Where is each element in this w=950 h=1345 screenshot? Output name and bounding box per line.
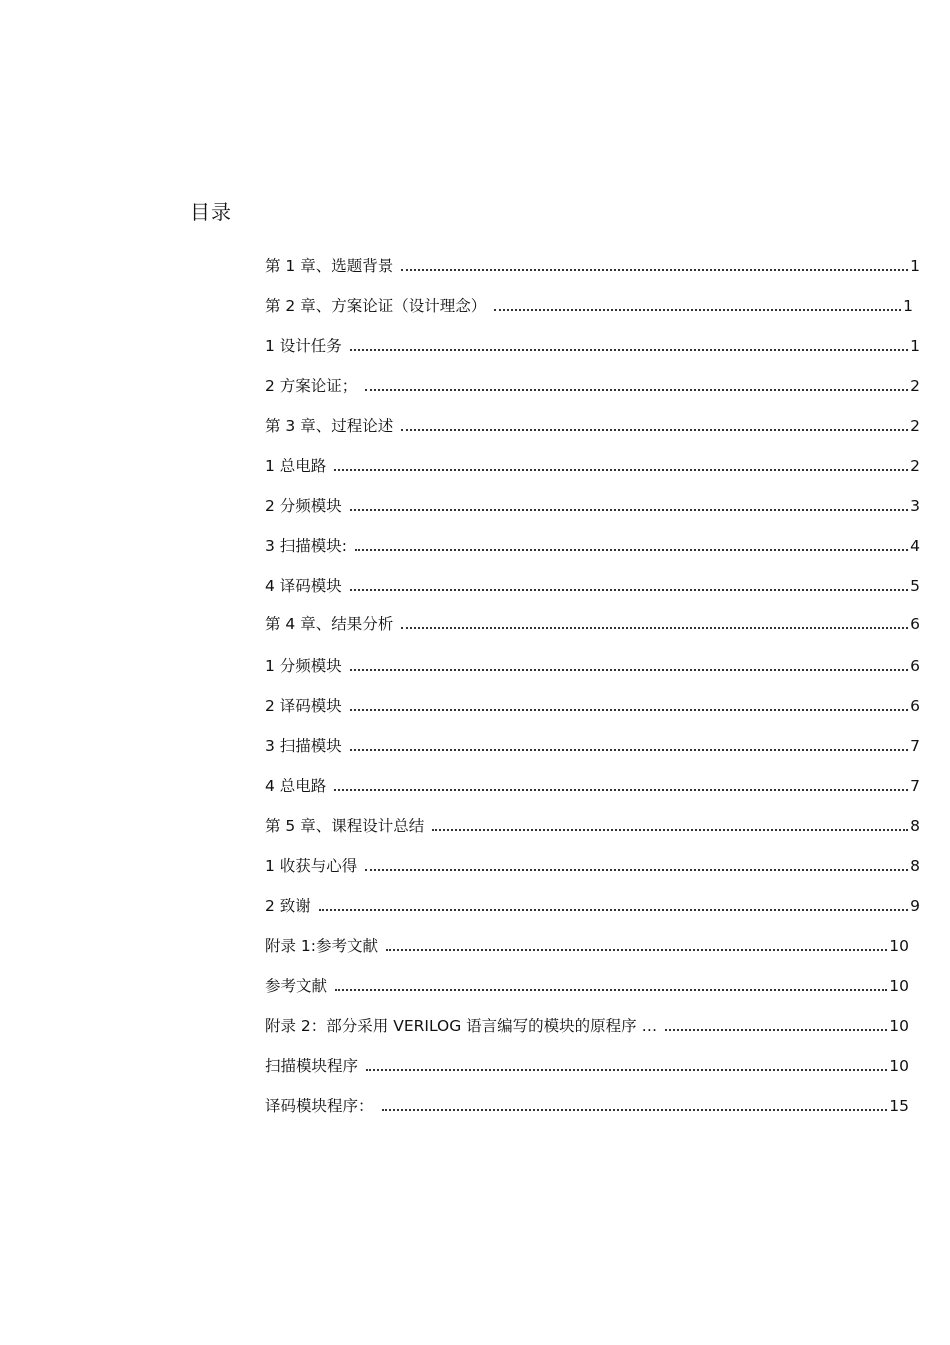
toc-entry-page: 5 xyxy=(910,577,920,595)
toc-entry-scan-program[interactable] xyxy=(265,1050,909,1076)
toc-entry-label: 4 总电路 xyxy=(265,777,327,795)
toc-dot-leader xyxy=(350,709,908,711)
toc-entry-page: 7 xyxy=(910,737,920,755)
toc-dot-leader xyxy=(401,429,908,431)
toc-dot-leader xyxy=(401,627,908,629)
toc-entry-page: 10 xyxy=(889,937,909,955)
toc-dot-leader xyxy=(334,789,908,791)
toc-entry-label: 1 分频模块 xyxy=(265,657,342,675)
toc-entry-label: 2 致谢 xyxy=(265,897,311,915)
toc-entry-decode-module[interactable] xyxy=(265,570,920,596)
toc-entry-label: 3 扫描模块 xyxy=(265,737,342,755)
toc-entry-appendix-2[interactable] xyxy=(265,1010,909,1036)
toc-dot-leader xyxy=(334,469,908,471)
toc-dot-leader xyxy=(319,909,908,911)
toc-dot-leader xyxy=(665,1029,887,1031)
toc-entry-divider-result[interactable] xyxy=(265,650,920,676)
toc-entry-page: 1 xyxy=(910,337,920,355)
toc-entry-page: 3 xyxy=(910,497,920,515)
toc-entry-page: 1 xyxy=(910,257,920,275)
toc-entry-label: 扫描模块程序 xyxy=(265,1057,359,1075)
toc-entry-design-task[interactable] xyxy=(265,330,920,356)
toc-entry-label: 第 2 章、方案论证（设计理念） xyxy=(265,297,487,315)
toc-entry-page: 6 xyxy=(910,697,920,715)
toc-entry-label: 1 总电路 xyxy=(265,457,327,475)
toc-entry-label: 2 译码模块 xyxy=(265,697,342,715)
toc-entry-page: 9 xyxy=(910,897,920,915)
toc-dot-leader xyxy=(350,589,908,591)
toc-entry-page: 4 xyxy=(910,537,920,555)
toc-entry-references[interactable] xyxy=(265,970,909,996)
toc-dot-leader xyxy=(366,1069,887,1071)
toc-entry-label: 第 1 章、选题背景 xyxy=(265,257,394,275)
toc-entry-label: 附录 2：部分采用 VERILOG 语言编写的模块的原程序 … xyxy=(265,1017,658,1035)
toc-dot-leader xyxy=(386,949,887,951)
toc-dot-leader xyxy=(350,669,908,671)
toc-entry-label: 2 方案论证； xyxy=(265,377,358,395)
toc-entry-page: 2 xyxy=(910,457,920,475)
toc-entry-page: 2 xyxy=(910,417,920,435)
toc-entry-experience[interactable] xyxy=(265,850,920,876)
toc-dot-leader xyxy=(382,1109,888,1111)
toc-entry-chapter-1[interactable] xyxy=(265,250,920,276)
toc-entry-chapter-3[interactable] xyxy=(265,410,920,436)
toc-entry-label: 1 收获与心得 xyxy=(265,857,358,875)
toc-entry-label: 第 3 章、过程论述 xyxy=(265,417,394,435)
toc-entry-label: 2 分频模块 xyxy=(265,497,342,515)
toc-entry-label: 3 扫描模块: xyxy=(265,537,348,555)
toc-entry-appendix-1[interactable] xyxy=(265,930,909,956)
page-title: 目录 xyxy=(190,200,232,224)
toc-entry-page: 10 xyxy=(889,1017,909,1035)
toc-dot-leader xyxy=(365,389,908,391)
toc-entry-label: 附录 1:参考文献 xyxy=(265,937,379,955)
toc-entry-total-circuit[interactable] xyxy=(265,450,920,476)
toc-entry-total-circuit-result[interactable] xyxy=(265,770,920,796)
toc-entry-page: 8 xyxy=(910,817,920,835)
toc-entry-label: 1 设计任务 xyxy=(265,337,342,355)
toc-dot-leader xyxy=(365,869,908,871)
toc-entry-scheme-proof[interactable] xyxy=(265,370,920,396)
toc-entry-decode-program[interactable] xyxy=(265,1090,909,1116)
toc-entry-label: 4 译码模块 xyxy=(265,577,342,595)
toc-entry-decode-result[interactable] xyxy=(265,690,920,716)
toc-entry-page: 15 xyxy=(889,1097,909,1115)
toc-dot-leader xyxy=(432,829,908,831)
toc-entry-chapter-2[interactable] xyxy=(265,290,913,316)
toc-entry-scan-result[interactable] xyxy=(265,730,920,756)
toc-entry-chapter-4[interactable] xyxy=(265,608,920,634)
toc-entry-page: 2 xyxy=(910,377,920,395)
toc-entry-chapter-5[interactable] xyxy=(265,810,920,836)
toc-dot-leader xyxy=(494,309,901,311)
toc-entry-page: 10 xyxy=(889,977,909,995)
toc-entry-thanks[interactable] xyxy=(265,890,920,916)
toc-dot-leader xyxy=(401,269,908,271)
toc-dot-leader xyxy=(350,509,908,511)
toc-dot-leader xyxy=(355,549,908,551)
toc-dot-leader xyxy=(350,349,908,351)
toc-entry-page: 1 xyxy=(903,297,913,315)
toc-entry-page: 6 xyxy=(910,657,920,675)
toc-entry-page: 10 xyxy=(889,1057,909,1075)
toc-entry-label: 参考文献 xyxy=(265,977,328,995)
toc-dot-leader xyxy=(350,749,908,751)
toc-entry-label: 第 4 章、结果分析 xyxy=(265,615,394,633)
toc-entry-label: 第 5 章、课程设计总结 xyxy=(265,817,425,835)
toc-entry-label: 译码模块程序： xyxy=(265,1097,374,1115)
toc-entry-divider-module[interactable] xyxy=(265,490,920,516)
toc-entry-page: 6 xyxy=(910,615,920,633)
toc-entry-scan-module[interactable] xyxy=(265,530,920,556)
toc-entry-page: 7 xyxy=(910,777,920,795)
toc-entry-page: 8 xyxy=(910,857,920,875)
toc-dot-leader xyxy=(335,989,887,991)
